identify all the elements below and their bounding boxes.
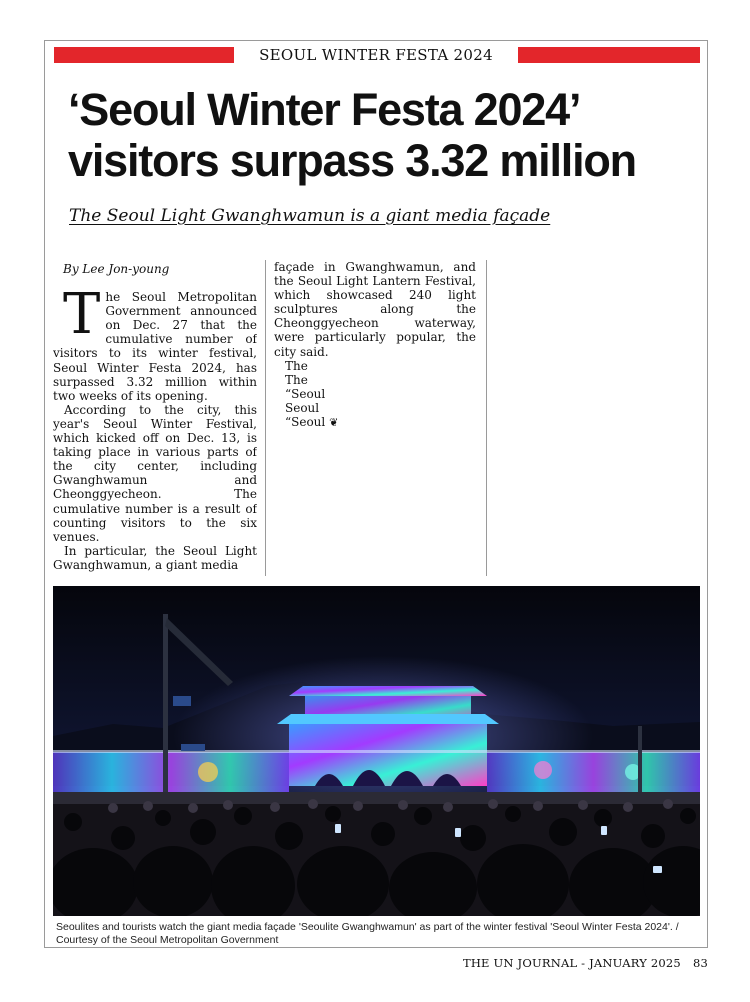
- ornament-icon: ❦: [329, 416, 339, 430]
- page-footer: [463, 956, 708, 970]
- headline: [68, 84, 698, 186]
- article-column-2: [274, 260, 476, 578]
- column-rule-1: [265, 260, 266, 576]
- article-paragraph-5: The: [285, 372, 308, 387]
- drop-cap: T: [63, 282, 101, 348]
- headline-line-1: ‘Seoul Winter Festa 2024’: [68, 84, 581, 135]
- column-rule-2: [486, 260, 487, 576]
- festival-photo: [53, 586, 700, 916]
- subheadline: The Seoul Light Gwanghwamun is a giant media façade: [69, 206, 551, 226]
- article-paragraph-7: Seoul: [285, 400, 320, 415]
- article-paragraph-4: The: [285, 358, 308, 373]
- publication-name: THE UN JOURNAL - JANUARY 2025: [462, 956, 681, 970]
- article-paragraph-8: “Seoul ❦: [285, 415, 339, 430]
- article-column-1: [53, 260, 257, 578]
- section-header: [54, 44, 700, 66]
- article-paragraph-1: The Seoul Metropolitan Government announced on Dec. 27 that the cumulative number of visitors to its winter festival, Seoul Winter Festa 2024, has surpassed 3.32 million within two weeks of its opening.: [53, 282, 257, 403]
- section-title: SEOUL WINTER FESTA 2024: [259, 46, 493, 64]
- article-column-3: [497, 260, 701, 578]
- photo-caption: Seoulites and tourists watch the giant media façade 'Seoulite Gwanghwamun' as part of the winter festival 'Seoul Winter Festa 2024'. / Courtesy of the Seoul Metropolitan Government: [56, 921, 679, 946]
- section-bar-right: [518, 47, 700, 63]
- byline: By Lee Jon-young: [63, 262, 170, 276]
- page-number: 83: [692, 956, 708, 970]
- section-bar-left: [54, 47, 234, 63]
- article-paragraph-3-cont: façade in Gwanghwamun, and the Seoul Light Lantern Festival, which showcased 240 light sculptures along the Cheonggyecheon waterway, were particularly popular, the city said.: [274, 260, 476, 359]
- headline-line-2: visitors surpass 3.32 million: [68, 135, 636, 186]
- article-paragraph-6: “Seoul: [285, 386, 326, 401]
- article-paragraph-3: In particular, the Seoul Light Gwanghwamun, a giant media: [53, 543, 257, 572]
- article-paragraph-2: According to the city, this year's Seoul Winter Festival, which kicked off on Dec. 13, is taking place in various parts of the city center, including Gwanghwamun and Cheonggyecheon. The cumulative number is a result of counting visitors to the six venues.: [53, 402, 257, 544]
